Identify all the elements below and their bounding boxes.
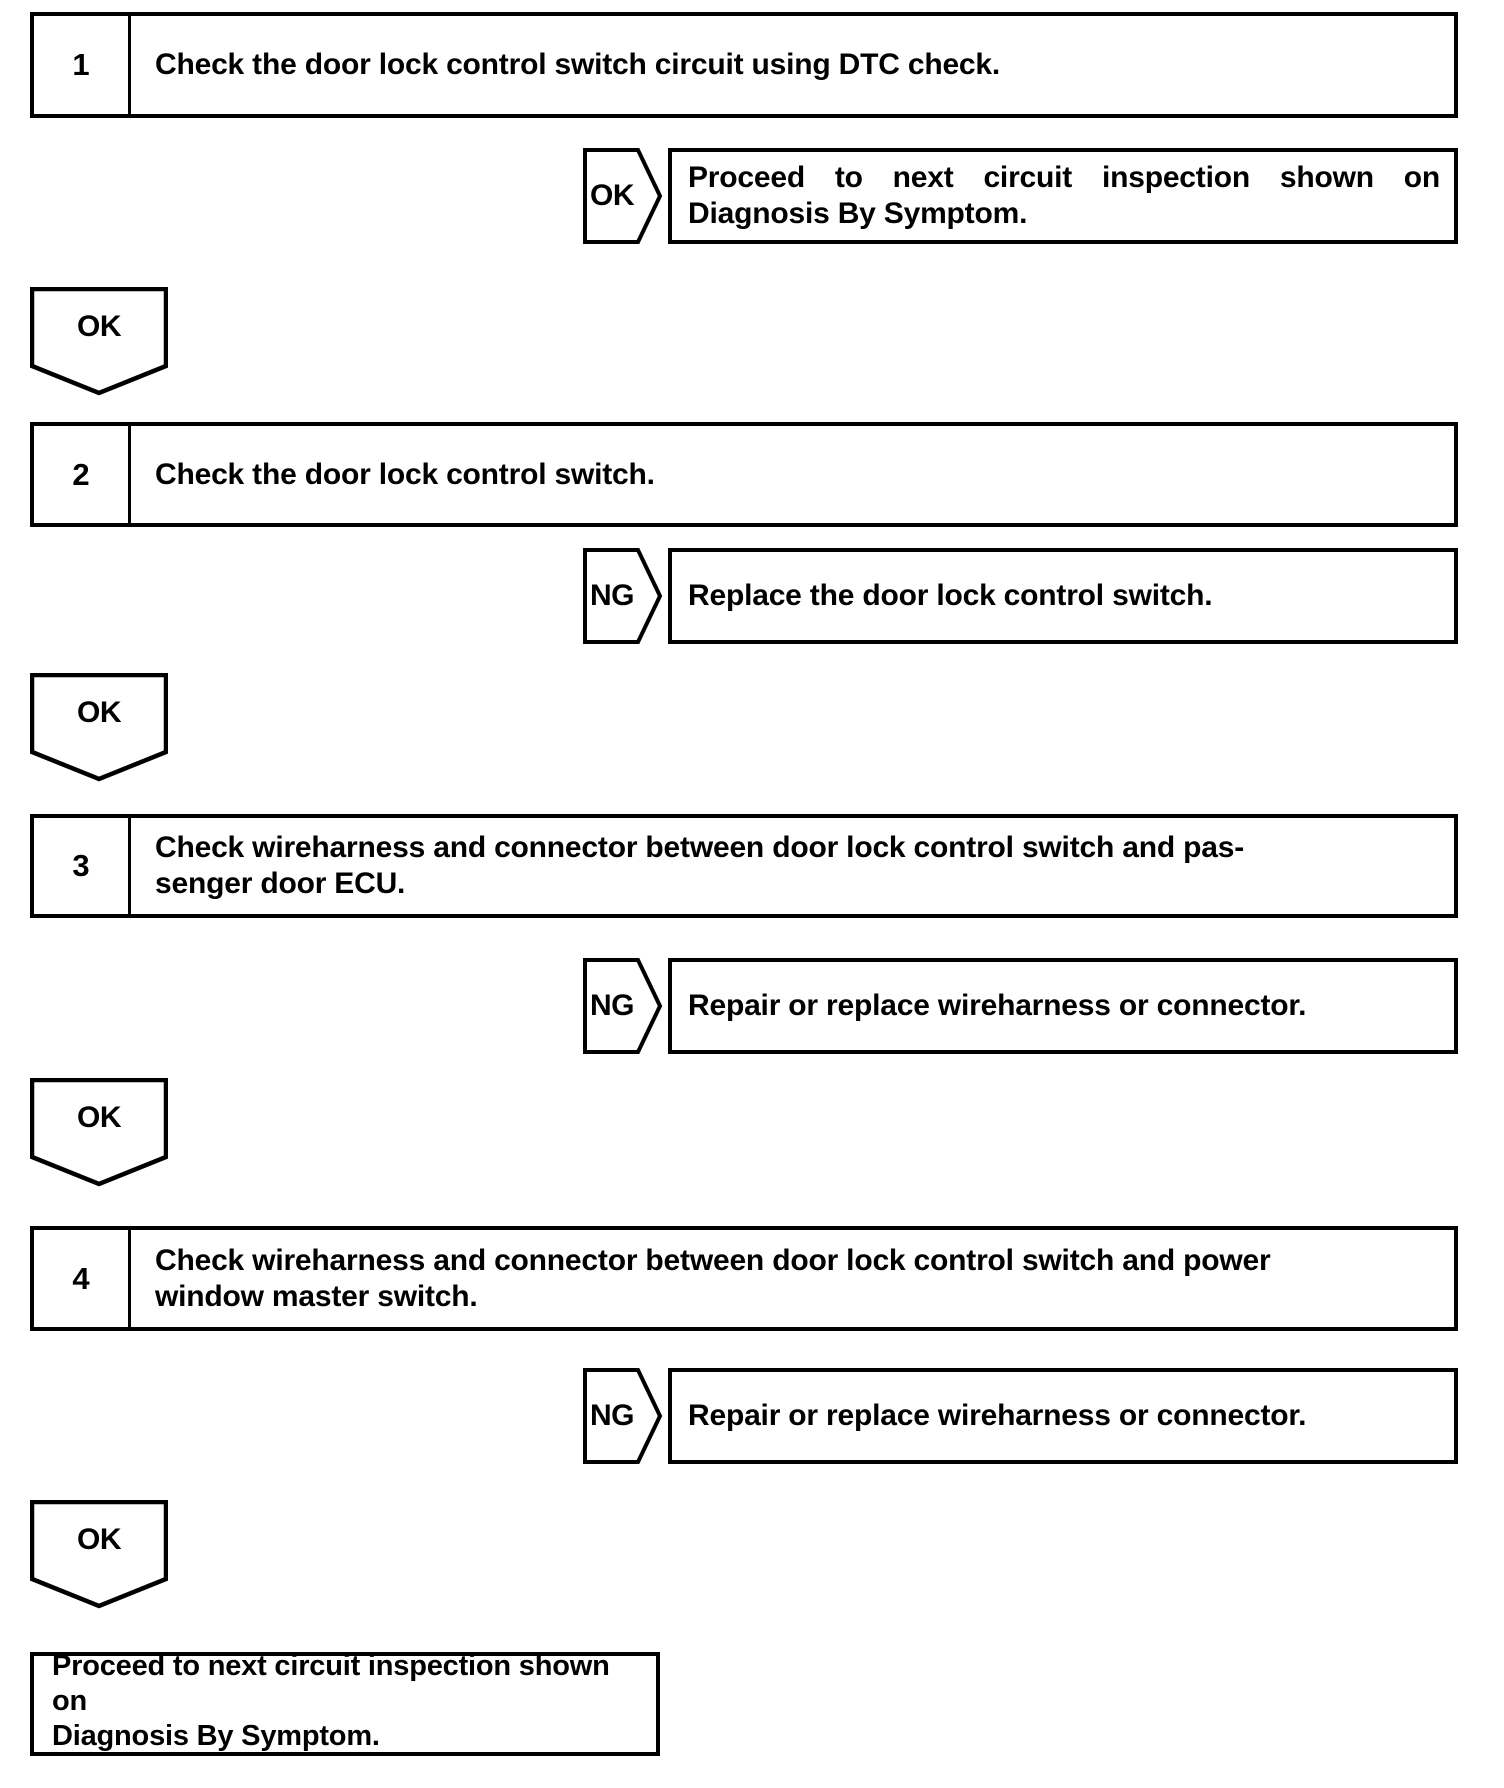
- ok-connector-4: [30, 1500, 168, 1610]
- step-box-2: [30, 422, 1458, 527]
- step-box-1: [30, 12, 1458, 118]
- end-text-line: Proceed to next circuit inspection shown on: [52, 1649, 610, 1717]
- step-text-line: senger door ECU.: [155, 867, 406, 900]
- step-box-3: [30, 814, 1458, 918]
- ok-branch-arrow-icon: [583, 148, 663, 244]
- result-text-line: Repair or replace wireharness or connector.: [688, 1399, 1307, 1432]
- step-text-line: window master switch.: [155, 1279, 478, 1313]
- ng-branch-arrow-icon: [583, 958, 663, 1054]
- ng-branch-arrow-icon: [583, 1368, 663, 1464]
- step-number: 1: [34, 16, 131, 114]
- step-number: 4: [34, 1230, 131, 1327]
- step-text-line: Check wireharness and connector between door lock control switch and pas-: [155, 831, 1244, 864]
- branch-label: NG: [590, 579, 634, 612]
- ng-branch-arrow-icon: [583, 548, 663, 644]
- result-text-line: Proceed to next circuit inspection shown on: [688, 161, 1440, 194]
- connector-label: OK: [77, 1523, 121, 1556]
- result-text-line: Repair or replace wireharness or connector.: [688, 989, 1307, 1022]
- step-number: 3: [34, 818, 131, 914]
- connector-label: OK: [77, 696, 121, 729]
- step-number: 2: [34, 426, 131, 523]
- step-text-area: [131, 16, 1454, 114]
- branch-label: NG: [590, 989, 634, 1022]
- step-box-4: [30, 1226, 1458, 1331]
- ok-connector-1: [30, 287, 168, 397]
- result-box-4: [668, 1368, 1458, 1464]
- step-text-line: Check the door lock control switch circuit using DTC check.: [155, 48, 1001, 81]
- step-text-area: [131, 1230, 1454, 1327]
- step-text-area: [131, 818, 1454, 914]
- step-text-line: Check wireharness and connector between door lock control switch and power: [155, 1243, 1271, 1277]
- result-box-1: [668, 148, 1458, 244]
- branch-label: OK: [590, 179, 634, 212]
- ok-connector-2: [30, 673, 168, 783]
- result-text-line: Diagnosis By Symptom.: [688, 197, 1028, 230]
- end-box: [30, 1649, 660, 1756]
- end-text-line: Diagnosis By Symptom.: [52, 1719, 380, 1752]
- step-text-line: Check the door lock control switch.: [155, 457, 655, 491]
- result-box-3: [668, 958, 1458, 1054]
- connector-label: OK: [77, 310, 121, 343]
- ok-connector-3: [30, 1078, 168, 1188]
- branch-label: NG: [590, 1399, 634, 1432]
- result-text-line: Replace the door lock control switch.: [688, 579, 1213, 612]
- step-text-area: [131, 426, 1454, 523]
- result-box-2: [668, 548, 1458, 644]
- connector-label: OK: [77, 1101, 121, 1134]
